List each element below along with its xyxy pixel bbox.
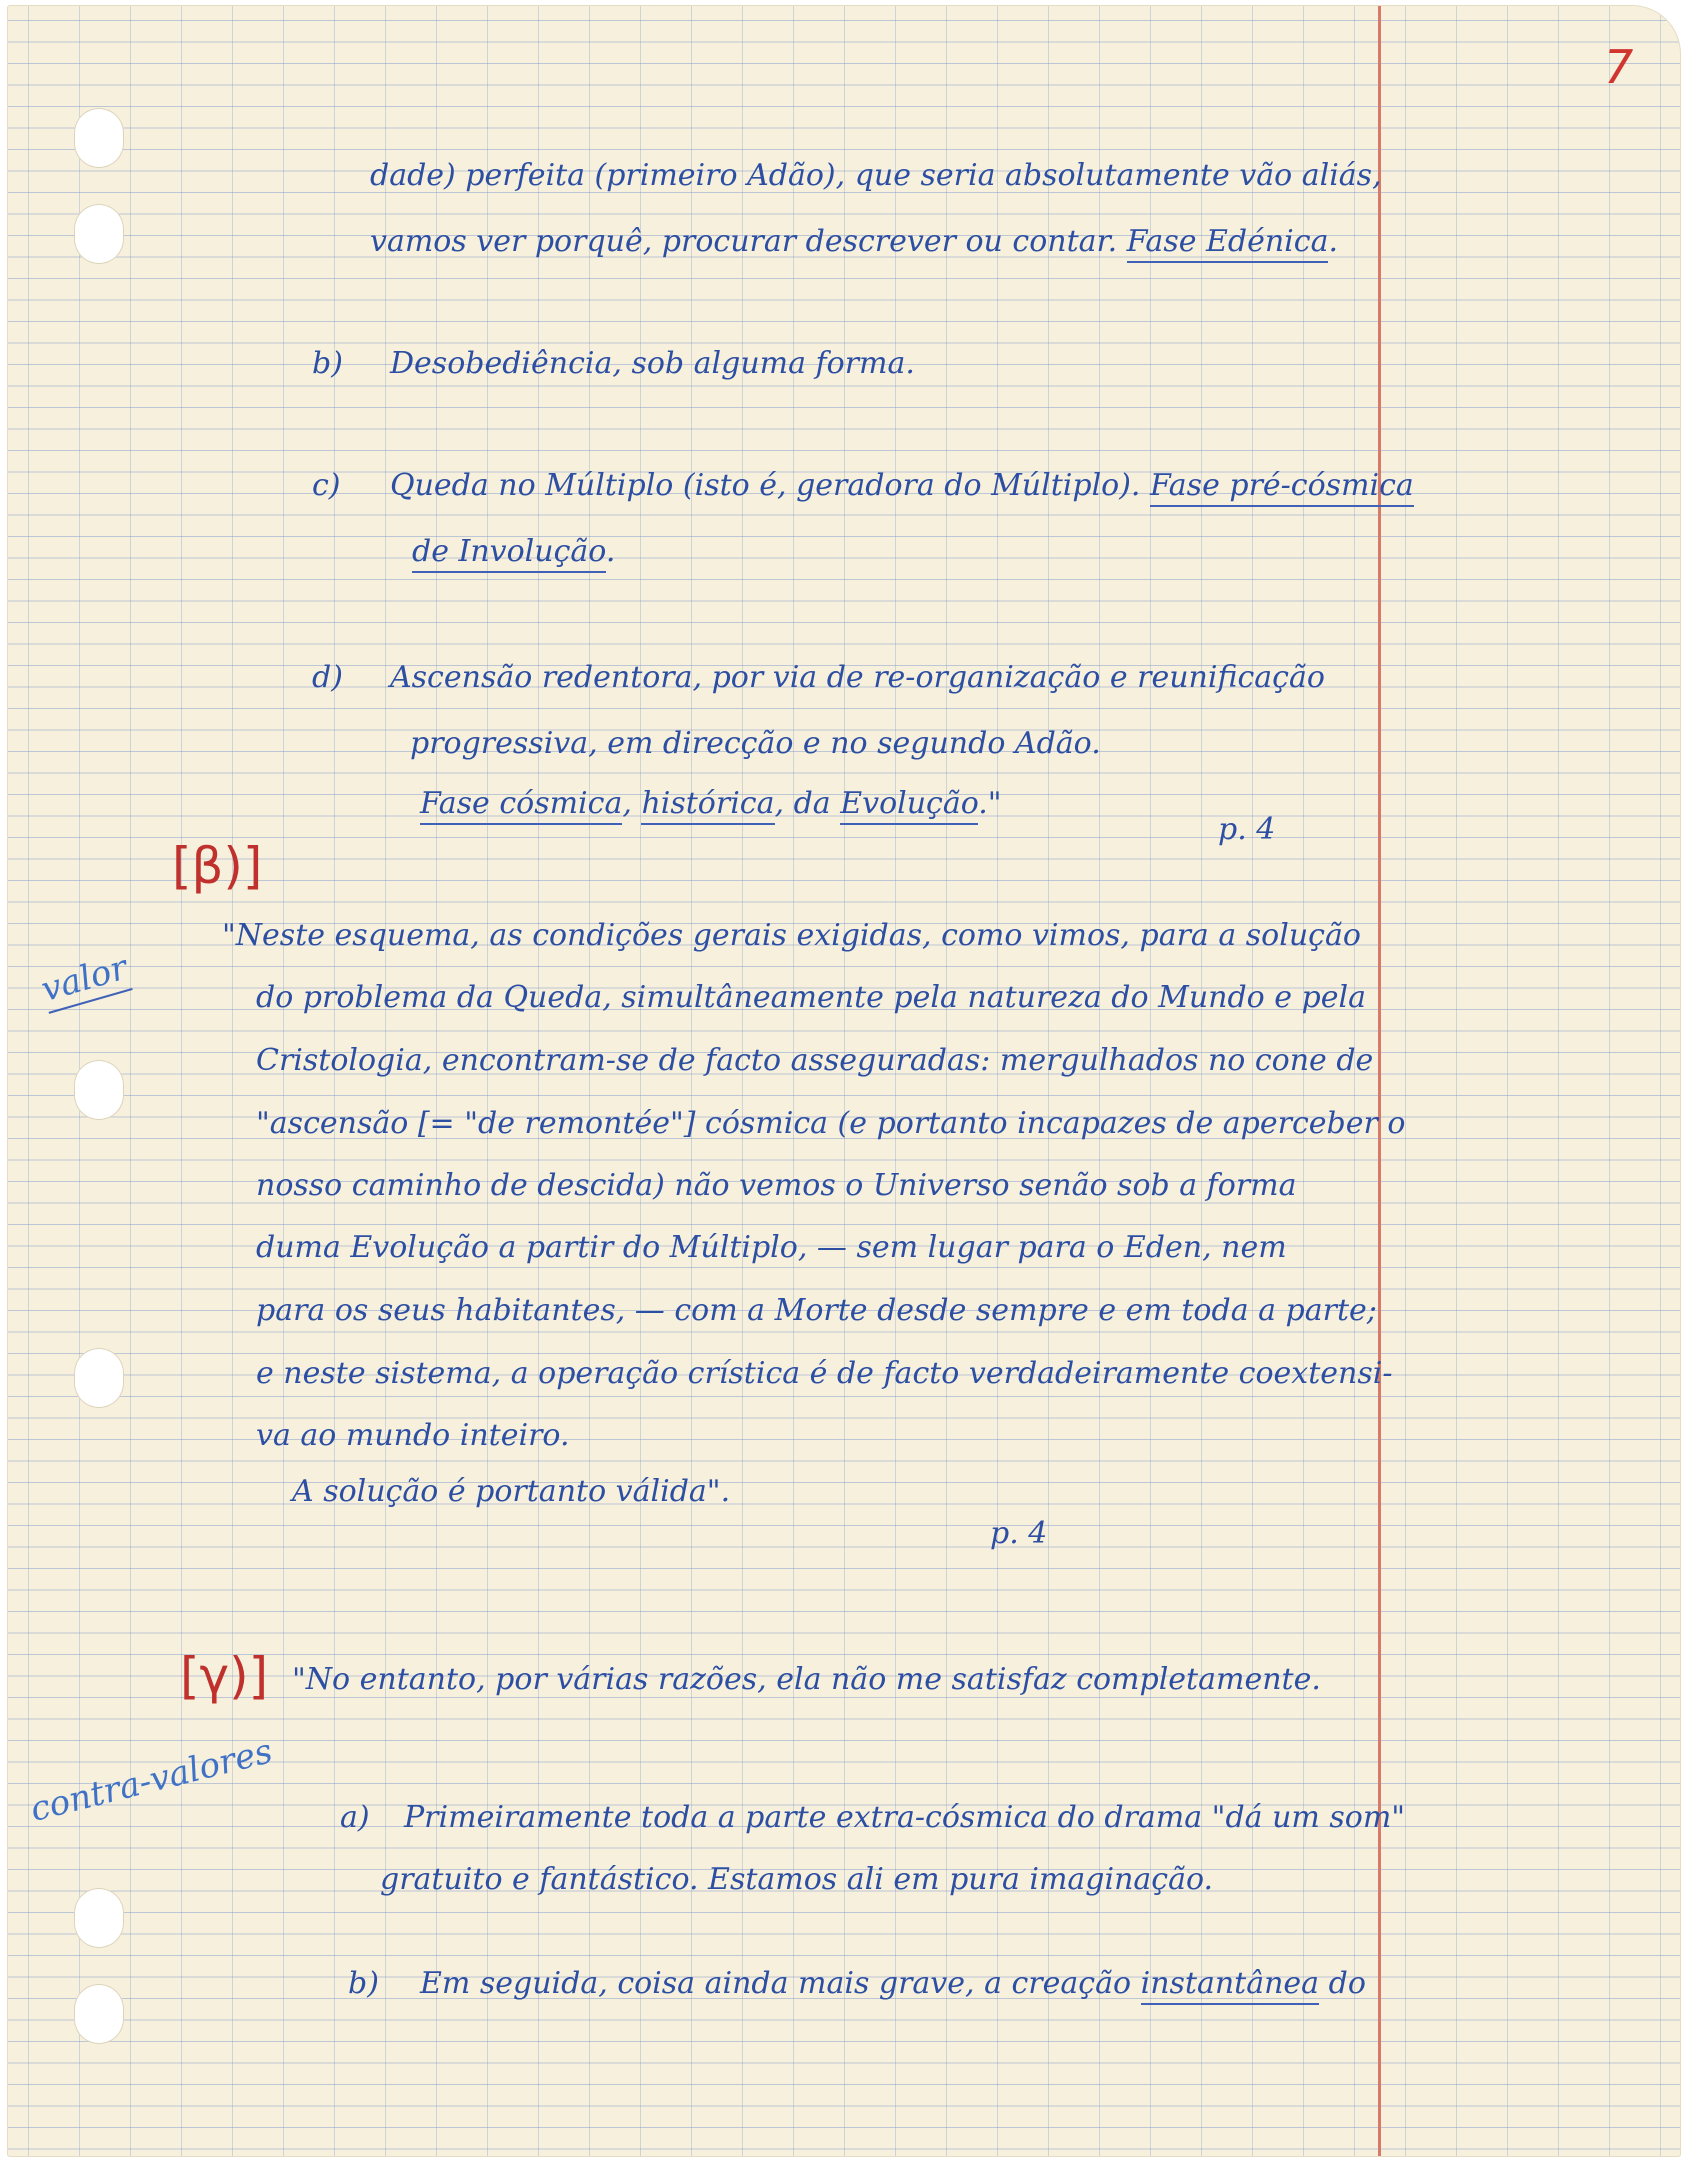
text-segment: vamos ver porquê, procurar descrever ou contar. (370, 224, 1118, 259)
text-segment: ." (978, 786, 1002, 821)
list-label: d) (312, 660, 343, 695)
underlined-term: Evolução (840, 786, 978, 825)
text-segment: , (622, 786, 632, 821)
text-line: para os seus habitantes, — com a Morte desde sempre e em toda a parte; (256, 1293, 1377, 1328)
binder-hole (74, 1060, 124, 1120)
text-line: dade) perfeita (primeiro Adão), que seria absolutamente vão aliás, (370, 158, 1382, 193)
text-line: gratuito e fantástico. Estamos ali em pura imaginação. (380, 1862, 1214, 1897)
text-line: A solução é portanto válida". (292, 1474, 731, 1509)
text-line: "No entanto, por várias razões, ela não me satisfaz completamente. (292, 1662, 1321, 1697)
text-line (370, 224, 1338, 260)
text-line: e neste sistema, a operação crística é de facto verdadeiramente coextensi- (256, 1356, 1393, 1391)
binder-hole (74, 204, 124, 264)
margin-note-text: valor (37, 948, 133, 1014)
list-label: a) (340, 1800, 370, 1835)
binder-hole (74, 1984, 124, 2044)
underlined-term: Fase pré-cósmica (1150, 468, 1414, 507)
text-segment: . (1328, 224, 1339, 259)
list-label: c) (312, 468, 341, 503)
text-line: "Neste esquema, as condições gerais exigidas, como vimos, para a solução (222, 918, 1361, 953)
text-line: nosso caminho de descida) não vemos o Universo senão sob a forma (256, 1168, 1297, 1203)
underlined-term: histórica (641, 786, 774, 825)
text-line: "ascensão [= "de remontée"] cósmica (e portanto incapazes de aperceber o (256, 1106, 1406, 1141)
section-marker-gamma: [γ)] (180, 1647, 269, 1705)
text-line: va ao mundo inteiro. (256, 1418, 570, 1453)
text-line: duma Evolução a partir do Múltiplo, — sem lugar para o Eden, nem (256, 1230, 1287, 1265)
text-segment: . (605, 534, 616, 569)
text-line: progressiva, em direcção e no segundo Adão. (410, 726, 1101, 761)
text-segment: Em seguida, coisa ainda mais grave, a creação (420, 1966, 1132, 2001)
text-line (420, 1966, 1366, 2002)
binder-hole (74, 1348, 124, 1408)
text-segment: , da (774, 786, 831, 821)
binder-hole (74, 108, 124, 168)
underlined-term: Fase Edénica (1127, 224, 1329, 263)
text-segment: Queda no Múltiplo (isto é, geradora do Múltiplo). (390, 468, 1141, 503)
margin-note-contra-valores: contra-valores (26, 1731, 277, 1830)
underlined-term: de Involução (412, 534, 606, 573)
underlined-term: Fase cósmica (420, 786, 622, 825)
text-line (412, 534, 615, 570)
page-reference: p. 4 (1218, 812, 1276, 847)
text-segment: do (1328, 1966, 1366, 2001)
page-number: 7 (1604, 40, 1634, 94)
text-line (390, 468, 1414, 504)
list-label: b) (312, 346, 343, 381)
binder-hole (74, 1888, 124, 1948)
text-line: Desobediência, sob alguma forma. (390, 346, 915, 381)
text-line: Primeiramente toda a parte extra-cósmica do drama "dá um som" (404, 1800, 1406, 1835)
section-marker-beta: [β)] (172, 837, 263, 895)
underlined-term: instantânea (1141, 1966, 1319, 2005)
text-line: Ascensão redentora, por via de re-organização e reunificação (390, 660, 1325, 695)
text-line: do problema da Queda, simultâneamente pela natureza do Mundo e pela (256, 980, 1366, 1015)
list-label: b) (348, 1966, 379, 2001)
text-line (420, 786, 1002, 822)
page-reference: p. 4 (990, 1516, 1048, 1551)
text-line: Cristologia, encontram-se de facto asseguradas: mergulhados no cone de (256, 1043, 1374, 1078)
